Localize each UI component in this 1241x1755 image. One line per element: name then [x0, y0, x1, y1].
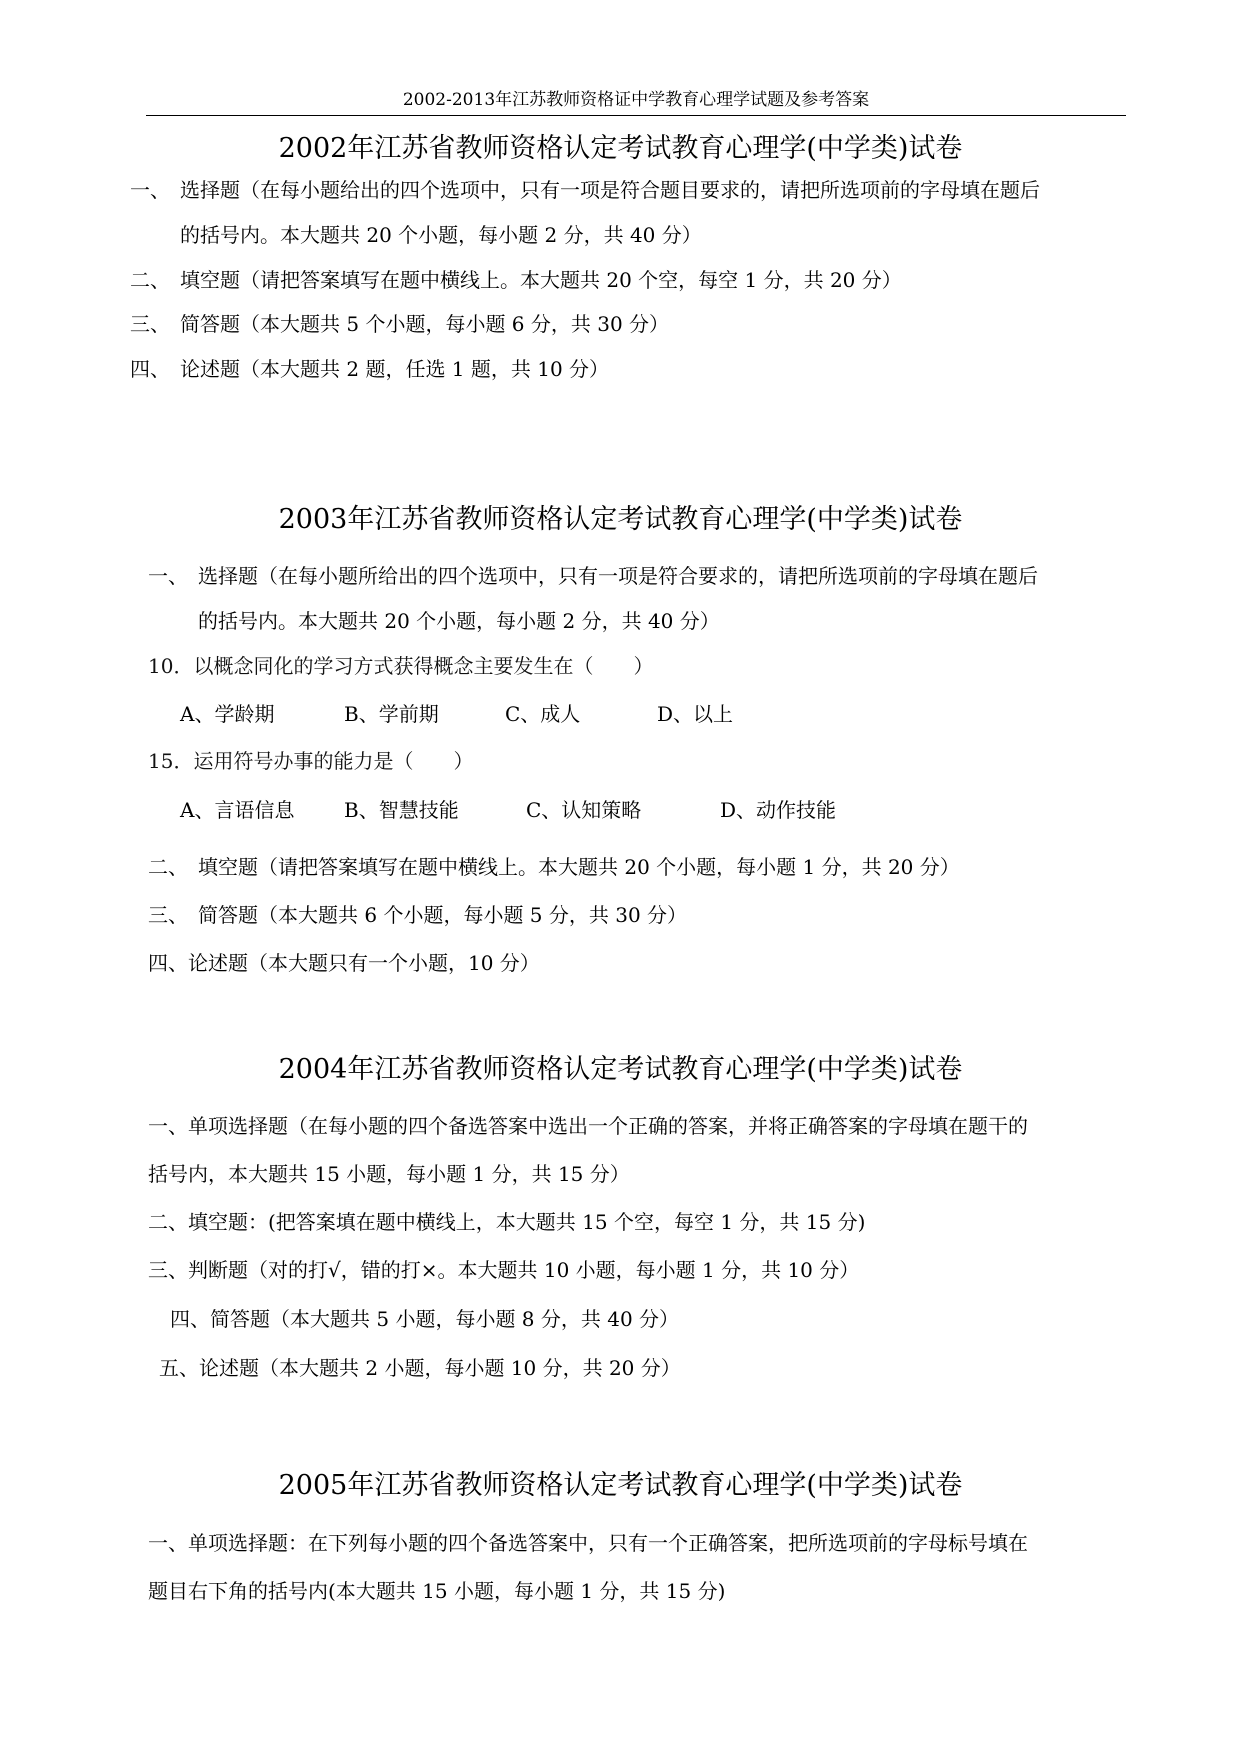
option-c: C、认知策略	[526, 798, 642, 822]
section-number: 二、	[130, 268, 170, 292]
exam-2004-line-3: 二、填空题：(把答案填在题中横线上，本大题共 15 个空，每空 1 分，共 15 分)	[148, 1210, 866, 1234]
question-10: 10．以概念同化的学习方式获得概念主要发生在（ ）	[148, 654, 654, 678]
exam-2005-line-2: 题目右下角的括号内(本大题共 15 小题，每小题 1 分，共 15 分)	[148, 1579, 726, 1603]
header-divider	[146, 115, 1126, 116]
exam-2004-line-1: 一、单项选择题（在每小题的四个备选答案中选出一个正确的答案，并将正确答案的字母填在题干的	[148, 1114, 1028, 1138]
section-number: 一、	[130, 178, 170, 202]
exam-2004-line-5: 四、简答题（本大题共 5 小题，每小题 8 分，共 40 分）	[170, 1307, 680, 1331]
exam-2005-title: 2005年江苏省教师资格认定考试教育心理学(中学类)试卷	[278, 1470, 963, 1501]
option-d: D、以上	[657, 702, 734, 726]
question-10-options	[0, 700, 1241, 728]
running-header: 2002-2013年江苏教师资格证中学教育心理学试题及参考答案	[402, 90, 870, 110]
section-text: 选择题（在每小题所给出的四个选项中，只有一项是符合要求的，请把所选项前的字母填在题后	[198, 564, 1038, 588]
exam-2004-title: 2004年江苏省教师资格认定考试教育心理学(中学类)试卷	[278, 1054, 963, 1085]
section-text: 填空题（请把答案填写在题中横线上。本大题共 20 个小题，每小题 1 分，共 20 分）	[198, 855, 960, 879]
option-a: A、学龄期	[180, 702, 275, 726]
exam-2004-line-4: 三、判断题（对的打√，错的打×。本大题共 10 小题，每小题 1 分，共 10 分）	[148, 1258, 860, 1282]
exam-2005-line-1: 一、单项选择题：在下列每小题的四个备选答案中，只有一个正确答案，把所选项前的字母标号填在	[148, 1531, 1028, 1555]
section-text: 论述题（本大题共 2 题，任选 1 题，共 10 分）	[180, 357, 610, 381]
option-b: B、智慧技能	[344, 798, 459, 822]
section-text: 选择题（在每小题给出的四个选项中，只有一项是符合题目要求的，请把所选项前的字母填在题后	[180, 178, 1040, 202]
question-15-options	[0, 796, 1241, 824]
section-text: 填空题（请把答案填写在题中横线上。本大题共 20 个空，每空 1 分，共 20 分）	[180, 268, 902, 292]
section-text: 简答题（本大题共 5 个小题，每小题 6 分，共 30 分）	[180, 312, 670, 336]
exam-2004-line-2: 括号内，本大题共 15 小题，每小题 1 分，共 15 分）	[148, 1162, 630, 1186]
option-c: C、成人	[505, 702, 581, 726]
option-b: B、学前期	[344, 702, 439, 726]
exam-2003-title: 2003年江苏省教师资格认定考试教育心理学(中学类)试卷	[278, 504, 963, 535]
section-number: 四、	[130, 357, 170, 381]
exam-2002-title: 2002年江苏省教师资格认定考试教育心理学(中学类)试卷	[278, 133, 963, 164]
section-number: 一、	[148, 564, 188, 588]
section-number: 二、	[148, 855, 188, 879]
section-number: 三、	[130, 312, 170, 336]
section-text: 简答题（本大题共 6 个小题，每小题 5 分，共 30 分）	[198, 903, 688, 927]
option-a: A、言语信息	[180, 798, 295, 822]
exam-2004-line-6: 五、论述题（本大题共 2 小题，每小题 10 分，共 20 分）	[159, 1356, 681, 1380]
exam-2003-section-1-continued: 的括号内。本大题共 20 个小题，每小题 2 分，共 40 分）	[198, 609, 720, 633]
exam-2002-section-1-continued: 的括号内。本大题共 20 个小题，每小题 2 分，共 40 分）	[180, 223, 702, 247]
exam-2003-section-4: 四、论述题（本大题只有一个小题，10 分）	[148, 951, 540, 975]
option-d: D、动作技能	[720, 798, 837, 822]
section-number: 三、	[148, 903, 188, 927]
question-15: 15．运用符号办事的能力是（ ）	[148, 749, 474, 773]
